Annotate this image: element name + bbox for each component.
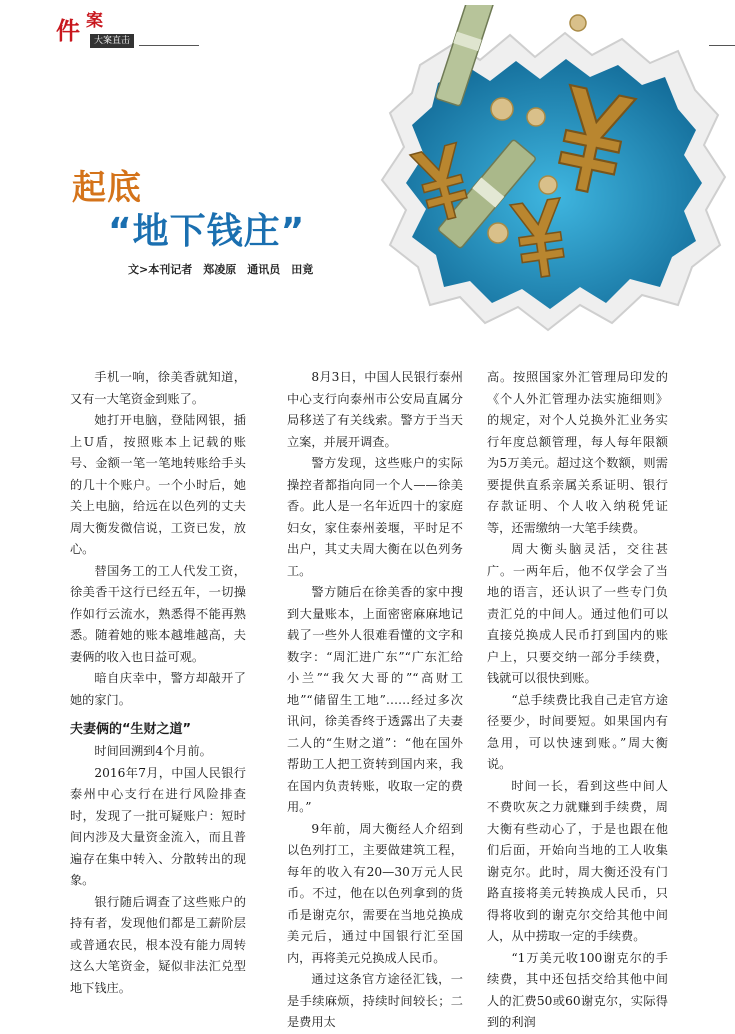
article-column-2	[287, 367, 463, 1034]
paragraph: 9年前，周大衡经人介绍到以色列打工，主要做建筑工程，每年的收入有20—30万元人民币。不过，他在以色列拿到的货币是谢克尔，需要在当地兑换成美元后，通过中国银行汇至国内，再将美元兑换成人民币。	[287, 821, 463, 965]
paragraph: “总手续费比我自己走官方途径要少，时间要短。如果国内有急用，可以快速到账。”周大衡说。	[487, 692, 668, 771]
article-column-3	[487, 367, 668, 1034]
paragraph: 时间一长，看到这些中间人不费吹灰之力就赚到手续费，周大衡有些动心了，于是也跟在他们后面，开始向当地的工人收集谢克尔。此时，周大衡还没有门路直接将美元转换成人民币，只得将收到的谢克尔交给其他中间人，从中捞取一定的手续费。	[487, 778, 668, 943]
paragraph: 周大衡头脑灵活，交往甚广。一两年后，他不仅学会了当地的语言，还认识了一些专门负责汇兑的中间人。通过他们可以直接兑换成人民币打到国内的账户上，只要交纳一部分手续费，钱就可以很快到账。	[487, 542, 668, 685]
article-column-1	[70, 367, 246, 999]
torn-paper-money-illustration	[360, 5, 735, 345]
paragraph: 警方发现，这些账户的实际操控者都指向同一个人——徐美香。此人是一名年近四十的家庭妇女，家住泰州姜堰，平时足不出户，其丈夫周大衡在以色列务工。	[287, 456, 463, 578]
paragraph: 替国务工的工人代发工资，徐美香干这行已经五年，一切操作如行云流水，熟悉得不能再熟悉。随着她的账本越堆越高，夫妻俩的收入也日益可观。	[70, 563, 246, 664]
paragraph: 手机一响，徐美香就知道，又有一大笔资金到账了。	[70, 370, 246, 406]
paragraph: 高。按照国家外汇管理局印发的《个人外汇管理办法实施细则》的规定，对个人兑换外汇业务实行年度总额管理，每人每年限额为5万美元。超过这个数额，则需要提供直系亲属关系证明、银行存款证明、个人收入纳税凭证等，还需缴纳一大笔手续费。	[487, 370, 668, 535]
section-heading: 夫妻俩的“生财之道”	[70, 722, 192, 737]
section-logo	[56, 8, 136, 46]
paragraph: 警方随后在徐美香的家中搜到大量账本，上面密密麻麻地记载了一些外人很难看懂的文字和数字：“周汇进广东”“广东汇给小兰”“我欠大哥的”“高财工地”“储留生工地”……经过多次讯问，徐美香终于透露出了夫妻二人的“生财之道”：“他在国外帮助工人把工资转到国内来，我在国内负责转账，收取一定的费用。”	[287, 585, 463, 814]
article-title-line-1: 起底	[72, 168, 142, 208]
paragraph: “1万美元收100谢克尔的手续费，其中还包括交给其他中间人的汇费50或60谢克尔，实际得到的利润	[487, 950, 668, 1029]
article-byline: 文>本刊记者 郑凌原 通讯员 田竟	[128, 263, 314, 276]
paragraph: 她打开电脑，登陆网银，插上U盾，按照账本上记载的账号、金额一笔一笔地转账给手头的几十个账户。一个小时后，她关上电脑，给远在以色列的丈夫周大衡发微信说，工资已发，放心。	[70, 413, 246, 556]
header-rule-left	[139, 45, 199, 46]
logo-char-2: 案	[86, 11, 103, 31]
paragraph: 8月3日，中国人民银行泰州中心支行向泰州市公安局直属分局移送了有关线索。警方于当天立案，并展开调查。	[287, 370, 463, 449]
paragraph: 暗自庆幸中，警方却敲开了她的家门。	[70, 671, 246, 707]
paragraph: 时间回溯到4个月前。	[94, 744, 212, 758]
paragraph: 2016年7月，中国人民银行泰州中心支行在进行风险排查时，发现了一批可疑账户：短时间内涉及大量资金流入，而且普遍存在集中转入、分散转出的现象。	[70, 765, 246, 887]
logo-char-1: 件	[56, 17, 80, 45]
article-title-line-2: “地下钱庄”	[108, 211, 306, 252]
section-label: 大案直击	[90, 34, 134, 48]
paragraph: 通过这条官方途径汇钱，一是手续麻烦，持续时间较长；二是费用太	[287, 972, 463, 1029]
paragraph: 银行随后调查了这些账户的持有者，发现他们都是工薪阶层或普通农民，根本没有能力周转这么大笔资金，疑似非法汇兑型地下钱庄。	[70, 894, 246, 995]
